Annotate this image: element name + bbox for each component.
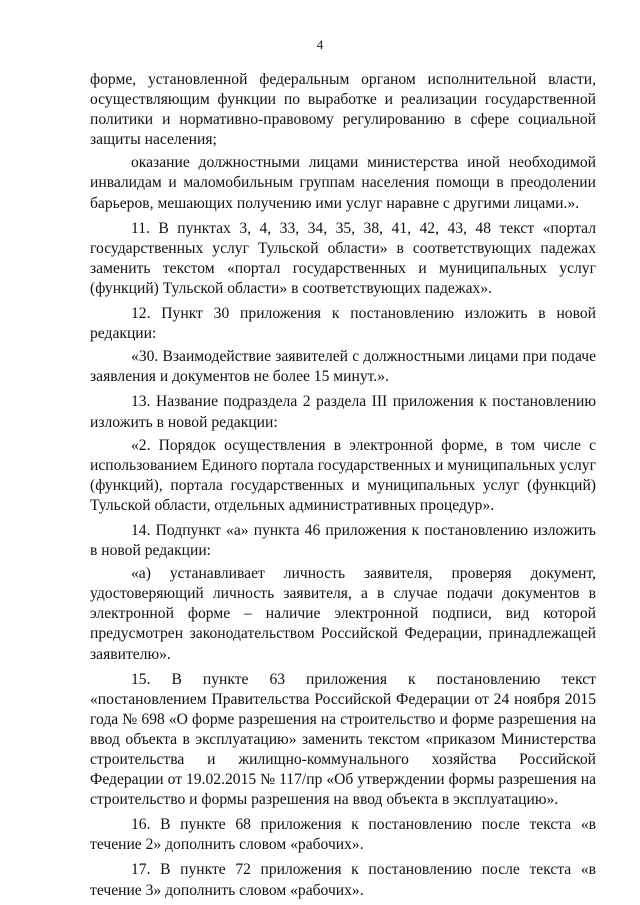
- paragraph-subitem-a-quote: «а) устанавливает личность заявителя, проверяя документ, удостоверяющий личность заявителя, а в случае подачи документов в электронной форме – наличие электронной подписи, вид которой предусмотрен законодательством Российской Федерации, принадлежащей заявителю».: [90, 565, 596, 663]
- paragraph-item-14: 14. Подпункт «а» пункта 46 приложения к постановлению изложить в новой редакции:: [90, 521, 596, 560]
- paragraph-item-13: 13. Название подраздела 2 раздела III приложения к постановлению изложить в новой редакции:: [90, 393, 596, 431]
- paragraph-continuation-protection: форме, установленной федеральным органом исполнительной власти, осуществляющим функции по выработке и реализации государственной политики и нормативно-правовому регулированию в сфере социальной защиты населения;: [90, 71, 596, 149]
- paragraph-item-16: 16. В пункте 68 приложения к постановлению после текста «в течение 2» дополнить словом «рабочих».: [90, 816, 596, 854]
- paragraph-item-15: 15. В пункте 63 приложения к постановлению текст «постановлением Правительства Российской Федерации от 24 ноября 2015 года № 698 «О форме разрешения на строительство и форме разрешения на ввод объекта в эксплуатацию» заменить текстом «приказом Министерства строительства и жилищно-коммунального хозяйства Российской Федерации от 19.02.2015 № 117/пр «Об утверждении формы разрешения на строительство и формы разрешения на ввод объекта в эксплуатацию».: [90, 670, 596, 809]
- document-body: [90, 70, 596, 901]
- paragraph-assistance-disabled: оказание должностными лицами министерства иной необходимой инвалидам и маломобильным группам населения помощи в преодолении барьеров, мешающих получению ими услуг наравне с другими лицами.».: [90, 154, 596, 212]
- paragraph-subsection-2-quote: «2. Порядок осуществления в электронной форме, в том числе с использованием Единого портала государственных и муниципальных услуг (функций), портала государственных и муниципальных услуг (функций) Тульской области, отдельных административных процедур».: [90, 436, 596, 514]
- paragraph-item-11: 11. В пунктах 3, 4, 33, 34, 35, 38, 41, 42, 43, 48 текст «портал государственных услуг Тульской области» в соответствующих падежах заменить текстом «портал государственных и муниципальных услуг (функций) Тульской области» в соответствующих падежах».: [90, 219, 596, 297]
- paragraph-item-30-quote: «30. Взаимодействие заявителей с должностными лицами при подаче заявления и документов не более 15 минут.».: [90, 348, 596, 386]
- paragraph-item-17: 17. В пункте 72 приложения к постановлению после текста «в течение 3» дополнить словом «рабочих».: [90, 861, 596, 899]
- page-number: 4: [316, 37, 324, 52]
- paragraph-item-12: 12. Пункт 30 приложения к постановлению изложить в новой редакции:: [90, 305, 596, 343]
